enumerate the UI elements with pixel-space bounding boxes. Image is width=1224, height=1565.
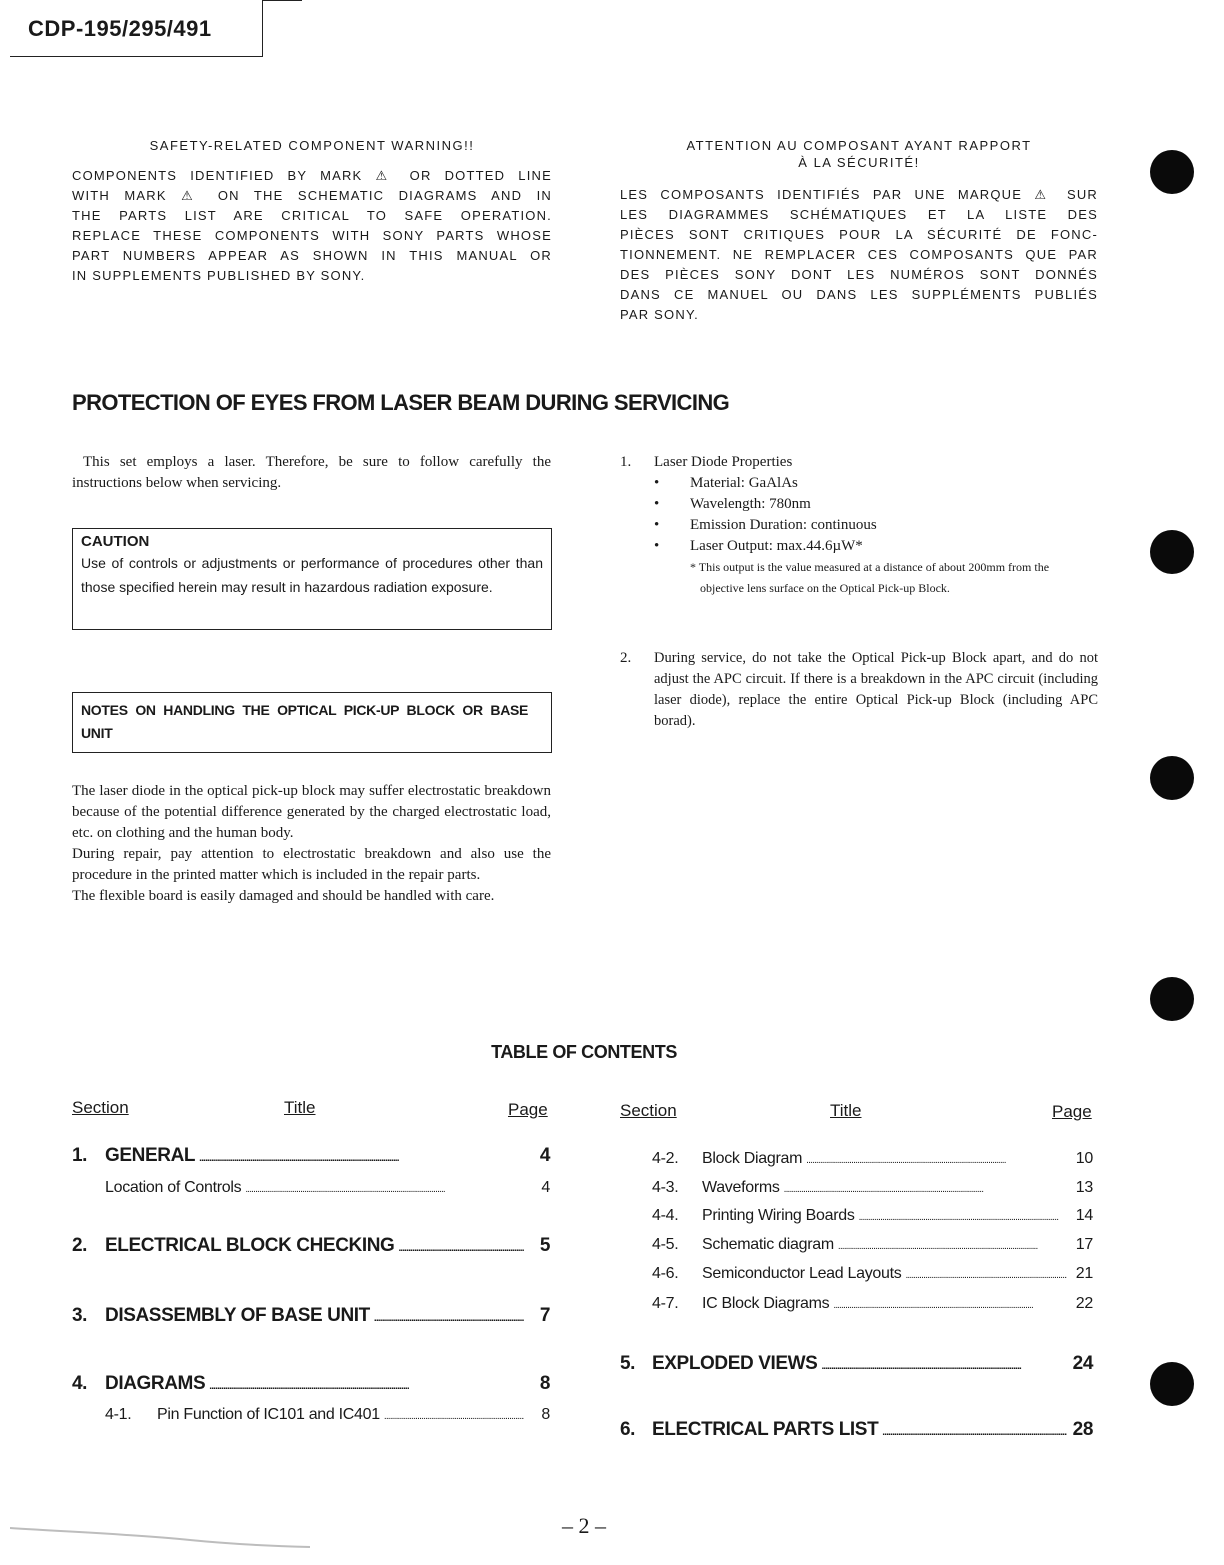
- toc-header-section: Section: [620, 1101, 677, 1120]
- safety-warning-body: [72, 166, 552, 286]
- notes-body: [72, 781, 551, 907]
- dot-leader: [384, 1406, 524, 1424]
- notes-title: NOTES ON HANDLING THE OPTICAL PICK-UP BLOCK OR BASE UNIT: [81, 702, 529, 741]
- toc-entry-title: Block Diagram: [702, 1150, 803, 1167]
- toc-entry-title: Schematic diagram: [702, 1236, 834, 1253]
- toc-page: 10: [1075, 1150, 1093, 1167]
- warning-fr-line: DES PIÈCES SONY DONT LES NUMÉROS SONT DONNÉS: [620, 267, 1098, 282]
- notes-paragraph: During repair, pay attention to electrostatic breakdown and also use the procedure in the printed matter which is included in the repair parts.: [72, 846, 551, 883]
- toc-page: 5: [539, 1235, 550, 1256]
- warning-fr-title-line: À LA SÉCURITÉ!: [798, 155, 920, 170]
- dot-leader: [199, 1145, 524, 1167]
- toc-entry-title: GENERAL: [105, 1145, 196, 1166]
- dot-leader: [833, 1295, 1067, 1313]
- toc-page: 28: [1072, 1419, 1093, 1440]
- toc-entry[interactable]: [652, 1207, 1093, 1225]
- laser-heading: PROTECTION OF EYES FROM LASER BEAM DURING SERVICING: [72, 390, 730, 415]
- dot-leader: [838, 1236, 1067, 1254]
- toc-page: 13: [1075, 1179, 1093, 1196]
- laser-intro: This set employs a laser. Therefore, be sure to follow carefully the instructions below when servicing.: [72, 454, 551, 491]
- warning-fr-title-line: ATTENTION AU COMPOSANT AYANT RAPPORT: [686, 138, 1032, 153]
- header-rule: [262, 0, 302, 1]
- dot-leader: [245, 1179, 524, 1197]
- laser-properties: [620, 452, 1098, 599]
- output-footnote: * This output is the value measured at a distance of about 200mm from the objective lens surface on the Optical Pick-up Block.: [690, 560, 1050, 595]
- toc-entry[interactable]: [652, 1179, 1093, 1197]
- dot-leader: [882, 1419, 1066, 1441]
- binder-hole-icon: [1150, 1362, 1194, 1406]
- warning-fr-line: TIONNEMENT. NE REMPLACER CES COMPOSANTS QUE PAR: [620, 247, 1098, 262]
- toc-entry-title: Semiconductor Lead Layouts: [702, 1265, 902, 1282]
- toc-entry-title: ELECTRICAL BLOCK CHECKING: [105, 1235, 395, 1256]
- property-bullet: Emission Duration: continuous: [690, 517, 877, 533]
- warning-line: COMPONENTS IDENTIFIED BY MARK ⚠ OR DOTTED LINE: [72, 168, 552, 183]
- toc-entry-title: Printing Wiring Boards: [702, 1207, 855, 1224]
- warning-fr-line: DANS CE MANUEL OU DANS LES SUPPLÉMENTS PUBLIÉS: [620, 287, 1098, 302]
- safety-warning-fr-title: [620, 138, 1098, 170]
- dot-leader: [905, 1265, 1067, 1283]
- toc-num: 4-7.: [652, 1295, 679, 1312]
- item-number: 1.: [620, 454, 632, 470]
- item-title: Laser Diode Properties: [654, 454, 793, 470]
- warning-fr-line: PIÈCES SONT CRITIQUES POUR LA SÉCURITÉ DE FONC-: [620, 227, 1098, 242]
- warning-fr-line: LES DIAGRAMMES SCHÉMATIQUES ET LA LISTE DES: [620, 207, 1098, 222]
- toc-num: 4-6.: [652, 1265, 679, 1282]
- warning-line: REPLACE THESE COMPONENTS WITH SONY PARTS WHOSE: [72, 228, 552, 243]
- toc-num: 4-4.: [652, 1207, 679, 1224]
- property-bullet: Material: GaAlAs: [690, 475, 798, 491]
- toc-page: 17: [1075, 1236, 1093, 1253]
- toc-page: 8: [539, 1373, 550, 1394]
- model-number: CDP-195/295/491: [28, 16, 212, 41]
- binder-hole-icon: [1150, 530, 1194, 574]
- toc-entry-title: DISASSEMBLY OF BASE UNIT: [105, 1305, 370, 1326]
- dot-leader: [859, 1207, 1067, 1225]
- notes-box: [72, 692, 552, 753]
- caution-title: CAUTION: [81, 533, 150, 550]
- binder-hole-icon: [1150, 756, 1194, 800]
- warning-line: PART NUMBERS APPEAR AS SHOWN IN THIS MANUAL OR: [72, 248, 552, 263]
- toc-entry[interactable]: [652, 1236, 1093, 1254]
- toc-entry-title: Waveforms: [702, 1179, 780, 1196]
- notes-paragraph: The flexible board is easily damaged and should be handled with care.: [72, 888, 495, 904]
- toc-entry-title: EXPLODED VIEWS: [652, 1353, 818, 1374]
- toc-entry-title: DIAGRAMS: [105, 1373, 206, 1394]
- toc-entry[interactable]: [72, 1373, 550, 1395]
- toc-entry[interactable]: [652, 1150, 1093, 1168]
- toc-num: 5.: [620, 1353, 636, 1374]
- binder-hole-icon: [1150, 977, 1194, 1021]
- warning-fr-line: PAR SONY.: [620, 307, 699, 322]
- caution-body: Use of controls or adjustments or performance of procedures other than those specified herein may result in hazardous radiation exposure.: [81, 555, 543, 595]
- warning-fr-line: LES COMPOSANTS IDENTIFIÉS PAR UNE MARQUE ⚠ SUR: [620, 187, 1098, 202]
- notes-paragraph: The laser diode in the optical pick-up block may suffer electrostatic breakdown because of the potential difference generated by the charged electrostatic load, etc. on clothing and the human body.: [72, 783, 551, 841]
- safety-warning-title: SAFETY-RELATED COMPONENT WARNING!!: [149, 138, 475, 153]
- warning-line: IN SUPPLEMENTS PUBLISHED BY SONY.: [72, 268, 366, 283]
- toc-title: TABLE OF CONTENTS: [491, 1042, 677, 1062]
- toc-num: 2.: [72, 1235, 88, 1256]
- toc-page: 21: [1075, 1265, 1093, 1282]
- toc-header-title: Title: [284, 1098, 316, 1117]
- warning-line: WITH MARK ⚠ ON THE SCHEMATIC DIAGRAMS AND IN: [72, 188, 552, 203]
- toc-entry[interactable]: [72, 1305, 550, 1327]
- toc-page: 22: [1075, 1295, 1093, 1312]
- toc-num: 6.: [620, 1419, 636, 1440]
- toc-entry[interactable]: [620, 1419, 1093, 1441]
- toc-header-title: Title: [830, 1101, 862, 1120]
- toc-num: 4.: [72, 1373, 88, 1394]
- dot-leader: [821, 1353, 1066, 1375]
- toc-header-page: Page: [508, 1100, 548, 1119]
- toc-entry[interactable]: [72, 1145, 550, 1167]
- toc-header-section: Section: [72, 1098, 129, 1117]
- page-number: – 2 –: [562, 1513, 606, 1538]
- caution-box: [72, 528, 552, 630]
- service-note-text: During service, do not take the Optical Pick-up Block apart, and do not adjust the APC circuit. If there is a breakdown in the APC circuit (including laser diode), replace the entire Optical Pick-up Block (including APC borad).: [654, 650, 1098, 729]
- toc-num: 4-1.: [105, 1406, 132, 1423]
- toc-header-page: Page: [1052, 1102, 1092, 1121]
- toc-page: 7: [539, 1305, 550, 1326]
- toc-entry-title: Location of Controls: [105, 1179, 242, 1196]
- toc-num: 3.: [72, 1305, 88, 1326]
- safety-warning-fr-body: [620, 185, 1098, 325]
- toc-entry-title: Pin Function of IC101 and IC401: [157, 1406, 380, 1423]
- toc-num: 4-3.: [652, 1179, 679, 1196]
- toc-entry[interactable]: [105, 1406, 550, 1424]
- binder-hole-icon: [1150, 150, 1194, 194]
- toc-page: 24: [1072, 1353, 1093, 1374]
- dot-leader: [398, 1235, 524, 1257]
- toc-entry[interactable]: [105, 1179, 550, 1197]
- dot-leader: [784, 1179, 1067, 1197]
- toc-entry[interactable]: [620, 1353, 1093, 1375]
- bullet-icon: •: [654, 475, 660, 491]
- toc-num: 4-2.: [652, 1150, 679, 1167]
- toc-page: 14: [1075, 1207, 1093, 1224]
- item-number: 2.: [620, 650, 632, 666]
- dot-leader: [806, 1150, 1067, 1168]
- toc-entry[interactable]: [72, 1235, 550, 1257]
- dot-leader: [209, 1373, 524, 1395]
- bullet-icon: •: [654, 496, 660, 512]
- toc-num: 1.: [72, 1145, 88, 1166]
- toc-page: 4: [541, 1179, 550, 1196]
- toc-page: 4: [539, 1145, 550, 1166]
- property-bullet: Laser Output: max.44.6µW*: [690, 538, 863, 554]
- toc-entry-title: IC Block Diagrams: [702, 1295, 830, 1312]
- toc-num: 4-5.: [652, 1236, 679, 1253]
- bullet-icon: •: [654, 538, 660, 554]
- dot-leader: [374, 1305, 524, 1327]
- toc-entry-title: ELECTRICAL PARTS LIST: [652, 1419, 879, 1440]
- warning-line: THE PARTS LIST ARE CRITICAL TO SAFE OPERATION.: [72, 208, 552, 223]
- service-note: [620, 648, 1098, 732]
- toc-entry[interactable]: [652, 1265, 1093, 1283]
- property-bullet: Wavelength: 780nm: [690, 496, 811, 512]
- toc-page: 8: [541, 1406, 550, 1423]
- toc-entry[interactable]: [652, 1295, 1093, 1313]
- bullet-icon: •: [654, 517, 660, 533]
